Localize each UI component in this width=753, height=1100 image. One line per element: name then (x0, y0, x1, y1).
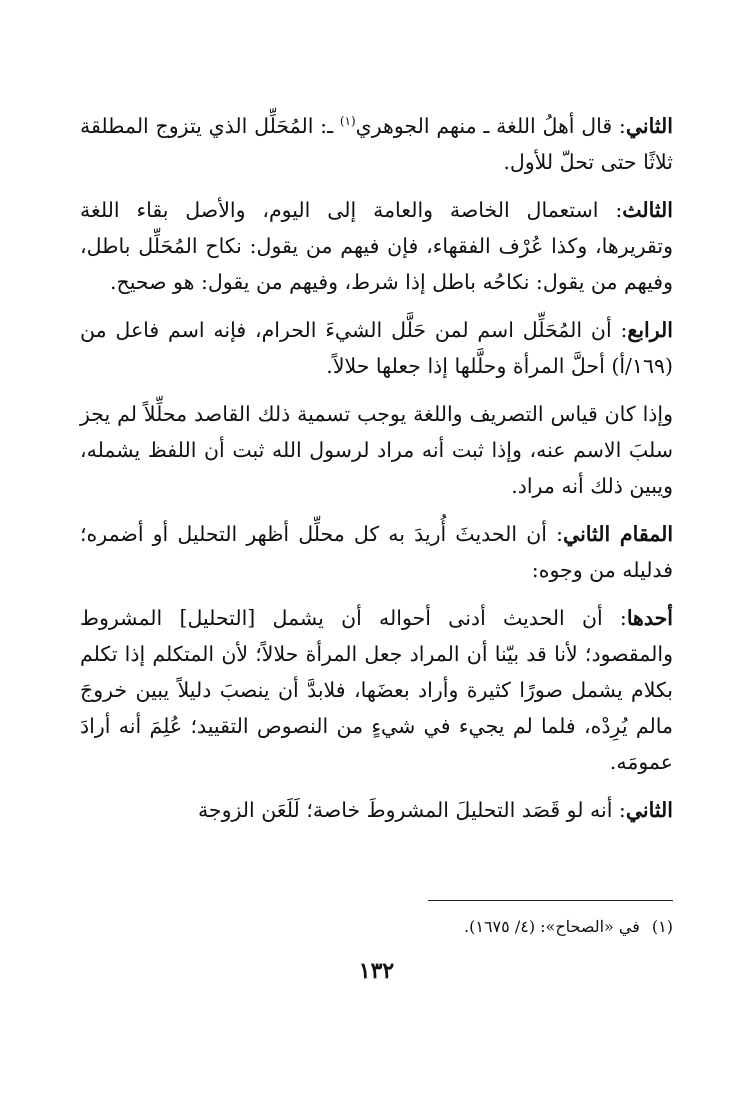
paragraph-text: : أن الحديثَ أُريدَ به كل محلِّل أظهر التحليل أو أضمره؛ فدليله من وجوه: (80, 522, 673, 582)
paragraph-second-station (80, 516, 673, 588)
paragraph-lead: الثاني (625, 114, 673, 138)
paragraph-second-aspect (80, 792, 673, 828)
paragraph-text: ـ: المُحَلِّل الذي يتزوج المطلقة ثلاثًا حتى تحلّ للأول. (80, 114, 673, 174)
footnote-text: في «الصحاح»: (٤/ ١٦٧٥). (464, 917, 640, 936)
paragraph-fourth-grammar (80, 312, 673, 384)
paragraph-text: : قال أهلُ اللغة ـ منهم الجوهري (355, 114, 626, 138)
paragraph-text: : أن الحديث أدنى أحواله أن يشمل [التحليل] المشروط والمقصود؛ لأنا قد بيّنا أن المراد جعل المرأة حلالاً؛ لأن المتكلم إذا تكلم بكلام يشمل صورًا كثيرة وأراد بعضَها، فلابدَّ أن ينصبَ دليلاً يبين خروجَ مالم يُرِدْه، فلما لم يجيء في شيءٍ من النصوص التقييد؛ عُلِمَ أنه أرادَ عمومَه. (80, 606, 673, 774)
paragraph-third-usage (80, 192, 673, 300)
footnote-number: (١) (651, 917, 673, 936)
paragraph-text: وإذا كان قياس التصريف واللغة يوجب تسمية ذلك القاصد محلِّلاً لم يجز سلبَ الاسم عنه، وإذا ثبت أنه مراد لرسول الله ثبت أن اللفظ يشمله، ويبين ذلك أنه مراد. (80, 402, 673, 498)
paragraph-lead: الرابع (627, 318, 673, 342)
paragraph-first-aspect (80, 600, 673, 780)
footnote-reference[interactable]: (١) (339, 114, 356, 129)
paragraph-lead: الثاني (625, 798, 673, 822)
paragraph-second-language (80, 108, 673, 180)
paragraph-lead: المقام الثاني (563, 522, 674, 546)
footnote-divider (428, 900, 673, 901)
paragraph-text: : استعمال الخاصة والعامة إلى اليوم، والأصل بقاء اللغة وتقريرها، وكذا عُرْف الفقهاء، فإن فيهم من يقول: نكاح المُحَلِّل باطل، وفيهم من يقول: نكاحُه باطل إذا شرط، وفيهم من يقول: هو صحيح. (80, 198, 673, 294)
paragraph-lead: أحدها (626, 606, 673, 630)
footnote (80, 912, 673, 942)
page-number: ١٣٢ (358, 958, 395, 984)
paragraph-lead: الثالث (622, 198, 673, 222)
paragraph-text: : أن المُحَلِّل اسم لمن حَلَّل الشيءَ الحرام، فإنه اسم فاعل من (١٦٩/أ) أحلَّ المرأة وحلَّلها إذا جعلها حلالاً. (80, 318, 673, 378)
paragraph-conclusion (80, 396, 673, 504)
page-body (80, 108, 673, 840)
paragraph-text: : أنه لو قَصَد التحليلَ المشروطَ خاصة؛ لَلَعَن الزوجة (197, 798, 626, 822)
